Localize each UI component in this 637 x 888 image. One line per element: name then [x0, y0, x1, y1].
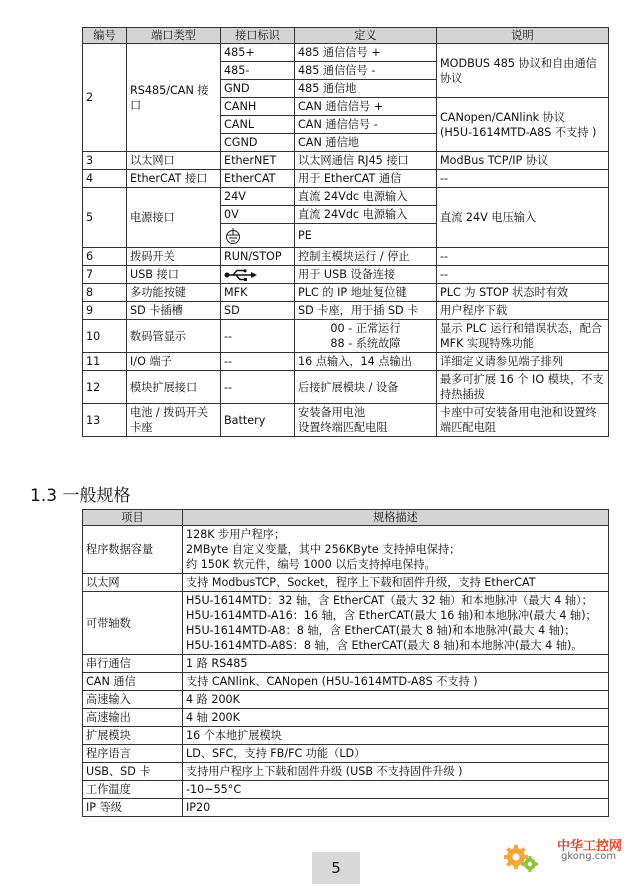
port-def: 后接扩展模块 / 设备 [295, 371, 437, 404]
row-number: 7 [83, 266, 127, 284]
port-id: GND [221, 80, 295, 98]
row-number: 2 [83, 44, 127, 152]
table-row [83, 655, 609, 673]
port-type: 模块扩展接口 [127, 371, 221, 404]
usb-icon [224, 269, 258, 281]
row-number: 9 [83, 302, 127, 320]
port-id: -- [221, 353, 295, 371]
spec-line: 16 个本地扩展模块 [186, 729, 282, 742]
spec-line: 128K 步用户程序； [186, 528, 286, 541]
spec-line: 支持用户程序上下载和固件升级 (USB 不支持固件升级 ) [186, 765, 463, 778]
port-id: CGND [221, 134, 295, 152]
port-def [295, 320, 437, 353]
spec-desc [183, 526, 609, 574]
spec-desc [183, 673, 609, 691]
spec-item: 高速输入 [83, 691, 183, 709]
table-row [83, 266, 609, 284]
table-row [83, 302, 609, 320]
watermark-title: 中华工控网 [557, 839, 623, 854]
port-id: Battery [221, 404, 295, 437]
spec-desc [183, 574, 609, 592]
header-cell: 项目 [83, 510, 183, 526]
spec-item: 程序语言 [83, 745, 183, 763]
table-row [83, 709, 609, 727]
port-def: 以太网通信 RJ45 接口 [295, 152, 437, 170]
port-def [295, 404, 437, 437]
port-desc: 显示 PLC 运行和错误状态，配合 MFK 实现特殊功能 [437, 320, 609, 353]
port-id: EtherCAT [221, 170, 295, 188]
port-desc: PLC 为 STOP 状态时有效 [437, 284, 609, 302]
table-header-row [83, 510, 609, 526]
port-id: SD [221, 302, 295, 320]
spec-desc [183, 691, 609, 709]
port-desc: ModBus TCP/IP 协议 [437, 152, 609, 170]
watermark [503, 833, 633, 883]
spec-item: 扩展模块 [83, 727, 183, 745]
table-row [83, 799, 609, 817]
port-desc: 卡座中可安装备用电池和设置终端匹配电阻 [437, 404, 609, 437]
page-number: 5 [312, 852, 360, 884]
port-type: 以太网口 [127, 152, 221, 170]
port-def: 控制主模块运行 / 停止 [295, 248, 437, 266]
spec-line: 4 路 200K [186, 693, 240, 706]
spec-item: 工作温度 [83, 781, 183, 799]
port-def: 16 点输入，14 点输出 [295, 353, 437, 371]
port-id: 485- [221, 62, 295, 80]
port-def: 485 通信信号 + [295, 44, 437, 62]
port-id: 485+ [221, 44, 295, 62]
port-def: CAN 通信信号 - [295, 116, 437, 134]
spec-line: 支持 CANlink、CANopen (H5U-1614MTD-A8S 不支持 ) [186, 675, 478, 688]
port-def: CAN 通信信号 + [295, 98, 437, 116]
header-cell: 说明 [437, 28, 609, 44]
spec-desc [183, 727, 609, 745]
port-type: I/O 端子 [127, 353, 221, 371]
spec-line: H5U-1614MTD-A16：16 轴，含 EtherCAT(最大 16 轴)和本地脉冲(最大 4 轴)； [186, 609, 597, 622]
port-desc [437, 98, 609, 152]
port-type: 电池 / 拨码开关卡座 [127, 404, 221, 437]
spec-line: H5U-1614MTD-A8S：8 轴，含 EtherCAT(最大 8 轴)和本地脉冲(最大 4 轴)。 [186, 639, 583, 652]
port-desc: MODBUS 485 协议和自由通信协议 [437, 44, 609, 98]
table-row [83, 592, 609, 655]
table-row [83, 371, 609, 404]
port-id: CANL [221, 116, 295, 134]
table-row [83, 404, 609, 437]
def-line: 00 - 正常运行 [330, 322, 401, 335]
header-cell: 定义 [295, 28, 437, 44]
port-id: CANH [221, 98, 295, 116]
spec-desc [183, 592, 609, 655]
spec-desc [183, 745, 609, 763]
table-row [83, 353, 609, 371]
port-type: 多功能按键 [127, 284, 221, 302]
spec-item: 串行通信 [83, 655, 183, 673]
row-number: 4 [83, 170, 127, 188]
header-cell: 接口标识 [221, 28, 295, 44]
spec-desc [183, 799, 609, 817]
def-line: 设置终端匹配电阻 [298, 421, 388, 434]
port-def: 用于 EtherCAT 通信 [295, 170, 437, 188]
spec-desc [183, 655, 609, 673]
port-type: SD 卡插槽 [127, 302, 221, 320]
spec-item: 可带轴数 [83, 592, 183, 655]
port-def: 直流 24Vdc 电源输入 [295, 188, 437, 206]
spec-desc [183, 763, 609, 781]
port-id: MFK [221, 284, 295, 302]
spec-line: 支持 ModbusTCP、Socket，程序上下载和固件升级，支持 EtherCAT [186, 576, 536, 589]
spec-table [82, 509, 609, 817]
section-title: 1.3 一般规格 [30, 486, 131, 506]
port-id: 24V [221, 188, 295, 206]
spec-line: 1 路 RS485 [186, 657, 248, 670]
row-number: 13 [83, 404, 127, 437]
table-row [83, 188, 609, 206]
port-desc: 最多可扩展 16 个 IO 模块，不支持热插拔 [437, 371, 609, 404]
desc-line: (H5U-1614MTD-A8S 不支持 ) [440, 125, 597, 139]
port-type: 数码管显示 [127, 320, 221, 353]
table-row [83, 44, 609, 62]
spec-line: IP20 [186, 801, 211, 814]
spec-desc [183, 709, 609, 727]
spec-desc [183, 781, 609, 799]
port-type: USB 接口 [127, 266, 221, 284]
port-id: RUN/STOP [221, 248, 295, 266]
header-cell: 编号 [83, 28, 127, 44]
table-row [83, 248, 609, 266]
watermark-url: gkong.com [561, 851, 617, 862]
port-desc: -- [437, 170, 609, 188]
port-def: 直流 24Vdc 电源输入 [295, 206, 437, 224]
port-def: CAN 通信地 [295, 134, 437, 152]
table-row [83, 170, 609, 188]
table-row [83, 763, 609, 781]
port-id: -- [221, 371, 295, 404]
table-row [83, 320, 609, 353]
table-row [83, 284, 609, 302]
port-def: PE [295, 224, 437, 248]
row-number: 6 [83, 248, 127, 266]
port-def: 485 通信地 [295, 80, 437, 98]
row-number: 10 [83, 320, 127, 353]
desc-line: CANopen/CANlink 协议 [440, 110, 566, 124]
table-row [83, 745, 609, 763]
port-desc: 用户程序下载 [437, 302, 609, 320]
table-row [83, 691, 609, 709]
port-def: PLC 的 IP 地址复位键 [295, 284, 437, 302]
spec-line: 2MByte 自定义变量，其中 256KByte 支持掉电保持； [186, 543, 461, 556]
port-desc: 详细定义请参见端子排列 [437, 353, 609, 371]
table-row [83, 673, 609, 691]
spec-line: 约 150K 软元件，编号 1000 以后支持掉电保持。 [186, 558, 436, 571]
table-header-row [83, 28, 609, 44]
spec-item: USB、SD 卡 [83, 763, 183, 781]
port-id: 0V [221, 206, 295, 224]
def-line: 88 - 系统故障 [330, 337, 401, 350]
interface-table [82, 27, 609, 437]
port-def: 用于 USB 设备连接 [295, 266, 437, 284]
spec-item: IP 等级 [83, 799, 183, 817]
spec-line: LD、SFC，支持 FB/FC 功能（LD） [186, 747, 366, 760]
spec-line: -10~55°C [186, 783, 242, 796]
port-type: 拨码开关 [127, 248, 221, 266]
port-desc: 直流 24V 电压输入 [437, 188, 609, 248]
port-id: -- [221, 320, 295, 353]
row-number: 12 [83, 371, 127, 404]
port-type: RS485/CAN 接口 [127, 44, 221, 152]
spec-line: H5U-1614MTD：32 轴，含 EtherCAT（最大 32 轴）和本地脉冲（最大 4 轴）； [186, 594, 593, 607]
protective-earth-icon [224, 227, 242, 245]
port-def: 485 通信信号 - [295, 62, 437, 80]
port-desc: -- [437, 266, 609, 284]
port-def: SD 卡座，用于插 SD 卡 [295, 302, 437, 320]
spec-line: H5U-1614MTD-A8：8 轴，含 EtherCAT(最大 8 轴)和本地脉冲(最大 4 轴)； [186, 624, 576, 637]
header-cell: 端口类型 [127, 28, 221, 44]
port-id [221, 266, 295, 284]
gear-logo-icon [503, 837, 539, 873]
row-number: 11 [83, 353, 127, 371]
spec-item: CAN 通信 [83, 673, 183, 691]
port-type: 电源接口 [127, 188, 221, 248]
port-id [221, 224, 295, 248]
row-number: 8 [83, 284, 127, 302]
spec-line: 4 轴 200K [186, 711, 240, 724]
port-type: EtherCAT 接口 [127, 170, 221, 188]
spec-item: 以太网 [83, 574, 183, 592]
row-number: 3 [83, 152, 127, 170]
table-row [83, 727, 609, 745]
port-desc: -- [437, 248, 609, 266]
spec-item: 程序数据容量 [83, 526, 183, 574]
port-id: EtherNET [221, 152, 295, 170]
def-line: 安装备用电池 [298, 406, 366, 419]
table-row [83, 574, 609, 592]
header-cell: 规格描述 [183, 510, 609, 526]
spec-item: 高速输出 [83, 709, 183, 727]
table-row [83, 781, 609, 799]
table-row [83, 152, 609, 170]
row-number: 5 [83, 188, 127, 248]
table-row [83, 526, 609, 574]
